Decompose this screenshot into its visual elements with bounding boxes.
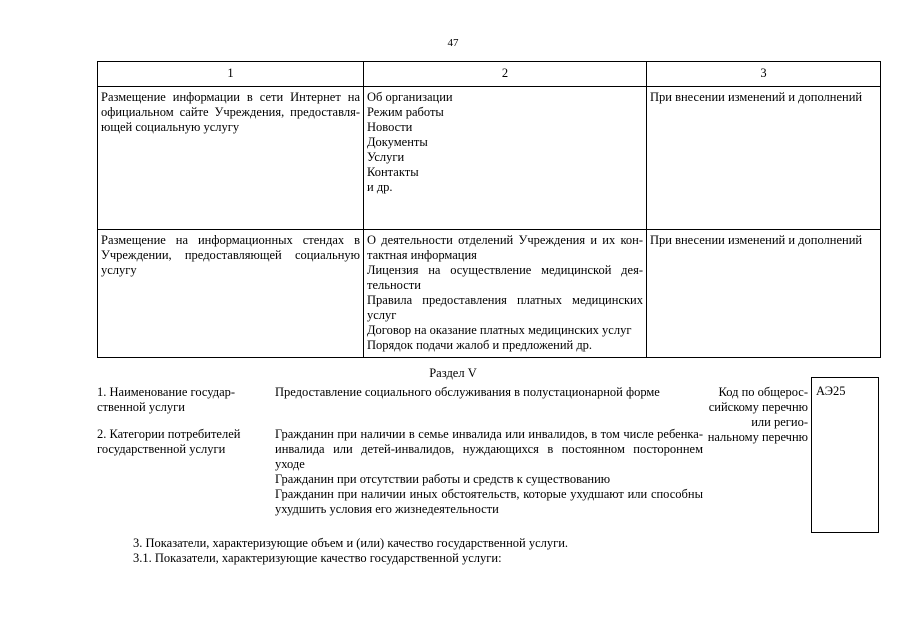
table-cell-content — [364, 87, 647, 230]
cell-text: О деятельности отделений Учреждения и их кон-тактная информация — [367, 233, 643, 262]
column-header: 2 — [364, 62, 647, 87]
table-header-row — [98, 62, 881, 87]
services-info-table — [97, 61, 881, 358]
column-header: 1 — [98, 62, 364, 87]
cell-text: Лицензия на осуществление медицинской дея-тельности — [367, 263, 643, 292]
cell-text: Контакты — [367, 165, 419, 179]
cell-text: Правила предоставления платных медицинских услуг — [367, 293, 643, 322]
cell-text: Порядок подачи жалоб и предложений др. — [367, 338, 593, 352]
consumer-category: Гражданин при наличии в семье инвалида или инвалидов, в том числе ребенка-инвалида или детей-инвалидов, нуждающихся в постоянном постороннем уходе — [275, 427, 703, 471]
indicators-heading: 3. Показатели, характеризующие объем и (или) качество государственной услуги. — [133, 536, 569, 550]
cell-text: Услуги — [367, 150, 405, 164]
consumer-category: Гражданин при наличии иных обстоятельств, которые ухудшают или способны ухудшить условия его жизнедеятельности — [275, 487, 703, 516]
service-name-label: 1. Наименование государ-ственной услуги — [97, 385, 236, 414]
table-cell-frequency — [647, 87, 881, 230]
registry-code-label: Код по общерос-сийскому перечню или регио-нальному перечню — [707, 385, 808, 444]
consumer-categories-label: 2. Категории потребителей государственной услуги — [97, 427, 241, 456]
column-header: 3 — [647, 62, 881, 87]
cell-text: Новости — [367, 120, 413, 134]
table-cell-method — [98, 87, 364, 230]
table-cell-method — [98, 230, 364, 358]
table-row — [98, 230, 881, 358]
quality-indicators-heading: 3.1. Показатели, характеризующие качество государственной услуги: — [133, 551, 502, 565]
consumer-categories-list — [275, 427, 703, 517]
table-cell-content — [364, 230, 647, 358]
cell-text: Режим работы — [367, 105, 444, 119]
consumer-category: Гражданин при отсутствии работы и средств к существованию — [275, 472, 611, 486]
service-name-value: Предоставление социального обслуживания в полустационарной форме — [275, 385, 660, 399]
cell-text: Размещение информации в сети Интернет на официальном сайте Учреждения, предоставля-ющей социальную услугу — [101, 90, 360, 134]
cell-text: и др. — [367, 180, 393, 194]
page-number: 47 — [447, 37, 459, 49]
cell-text: Размещение на информационных стендах в Учреждении, предоставляющей социальную услугу — [101, 233, 360, 277]
cell-text: Документы — [367, 135, 428, 149]
section-title: Раздел V — [429, 366, 477, 380]
cell-text: Договор на оказание платных медицинских услуг — [367, 323, 632, 337]
registry-code-value: АЭ25 — [816, 384, 846, 398]
table-cell-frequency — [647, 230, 881, 358]
registry-code-box — [811, 377, 879, 533]
cell-text: При внесении изменений и дополнений — [650, 233, 863, 247]
table-row — [98, 87, 881, 230]
cell-text: При внесении изменений и дополнений — [650, 90, 863, 104]
cell-text: Об организации — [367, 90, 453, 104]
